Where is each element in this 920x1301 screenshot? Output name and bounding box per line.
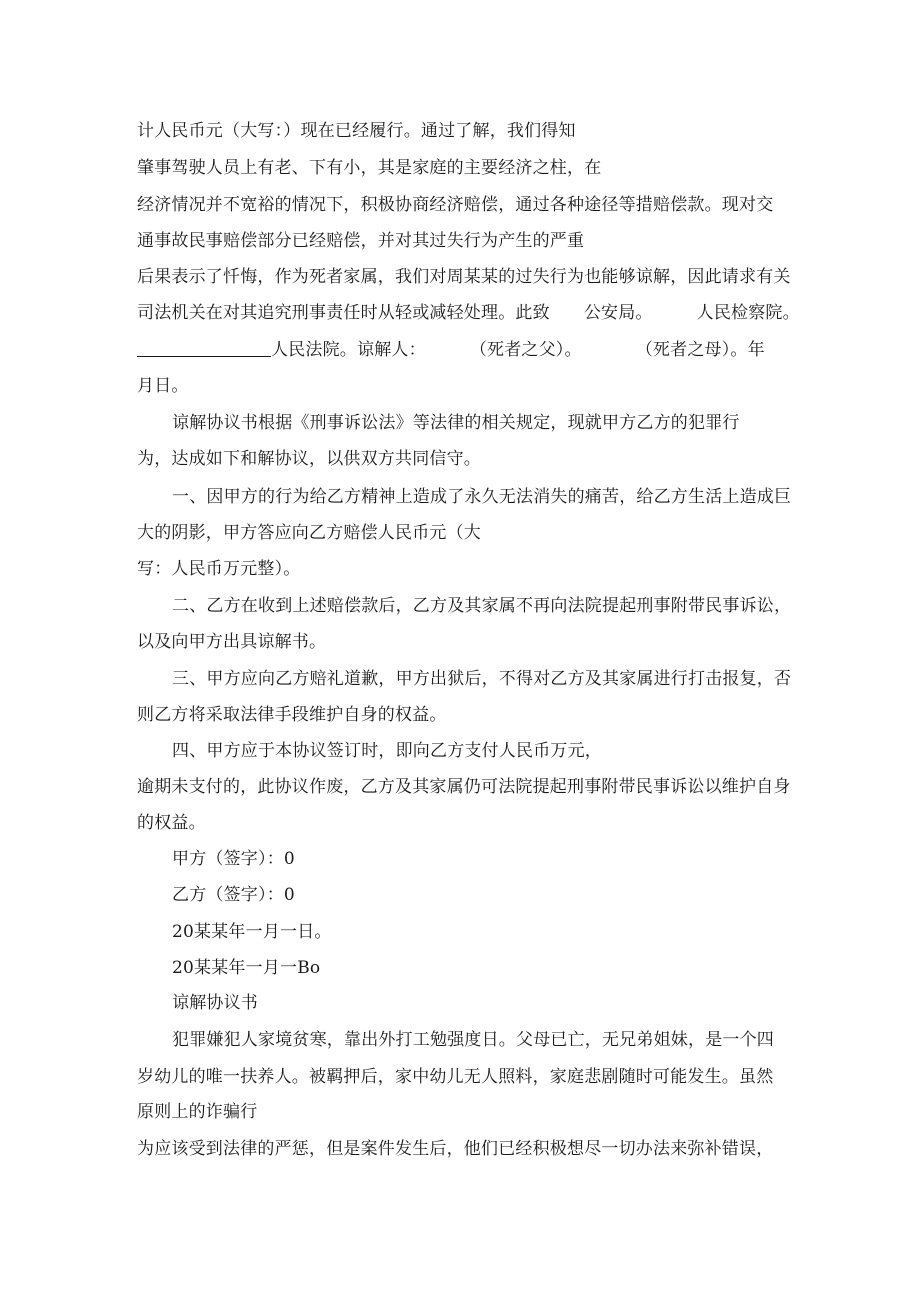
text-line: 四、甲方应于本协议签订时，即向乙方支付人民币万元， [172,741,602,761]
text-line: 一、因甲方的行为给乙方精神上造成了永久无法消失的痛苦，给乙方生活上造成巨 [172,487,792,507]
text-line: 三、甲方应向乙方赔礼道歉，甲方出狱后，不得对乙方及其家属进行打击报复，否 [172,669,792,689]
text-line: 月日。 [137,376,189,396]
text-line: 的权益。 [137,813,206,833]
text-line: 原则上的诈骗行 [137,1102,258,1122]
text-line: 岁幼儿的唯一扶养人。被羁押后，家中幼儿无人照料，家庭悲剧随时可能发生。虽然 [137,1067,774,1087]
text-line: 肇事驾驶人员上有老、下有小，其是家庭的主要经济之柱，在 [137,158,602,178]
text-line: 写：人民币万元整）。 [137,559,301,579]
text-segment: （死者之母）。年 [635,340,765,360]
text-line: 乙方（签字）：0 [172,885,295,905]
text-line: 20某某年一月一日。 [172,922,332,942]
text-line: 以及向甲方出具谅解书。 [137,632,327,652]
text-line [137,302,800,324]
blank-underline [137,340,271,357]
text-line [137,339,765,361]
text-line: 大的阴影，甲方答应向乙方赔偿人民币元（大 [137,523,481,543]
text-line: 计人民币元（大写：）现在已经履行。通过了解，我们得知 [137,121,576,141]
text-line: 谅解协议书根据《刑事诉讼法》等法律的相关规定，现就甲方乙方的犯罪行 [172,413,740,433]
text-segment: 人民法院。谅解人： [271,340,426,360]
text-line: 二、乙方在收到上述赔偿款后，乙方及其家属不再向法院提起刑事附带民事诉讼， [172,596,792,616]
text-segment: （死者之父）。 [469,340,582,360]
text-line: 为，达成如下和解协议，以供双方共同信守。 [137,449,481,469]
section-title: 谅解协议书 [172,993,258,1013]
text-segment: 司法机关在对其追究刑事责任时从轻或减轻处理。此致 [137,303,550,323]
text-line: 通事故民事赔偿部分已经赔偿，并对其过失行为产生的严重 [137,231,585,251]
text-line: 为应该受到法律的严惩，但是案件发生后，他们已经积极想尽一切办法来弥补错误， [137,1139,774,1159]
text-line: 犯罪嫌犯人家境贫寒，靠出外打工勉强度日。父母已亡，无兄弟姐妹，是一个四 [172,1030,774,1050]
text-segment: 公安局。 [583,303,653,323]
text-segment: 人民检察院。 [696,303,800,323]
text-line: 20某某年一月一Bo [172,958,321,978]
text-line: 逾期未支付的，此协议作废，乙方及其家属仍可法院提起刑事附带民事诉讼以维护自身 [137,777,791,797]
text-line: 则乙方将采取法律手段维护自身的权益。 [137,705,447,725]
text-line: 甲方（签字）：0 [172,849,295,869]
text-line: 经济情况并不宽裕的情况下，积极协商经济赔偿，通过各种途径等措赔偿款。现对交 [137,195,774,215]
text-line: 后果表示了忏悔，作为死者家属，我们对周某某的过失行为也能够谅解，因此请求有关 [137,267,791,287]
